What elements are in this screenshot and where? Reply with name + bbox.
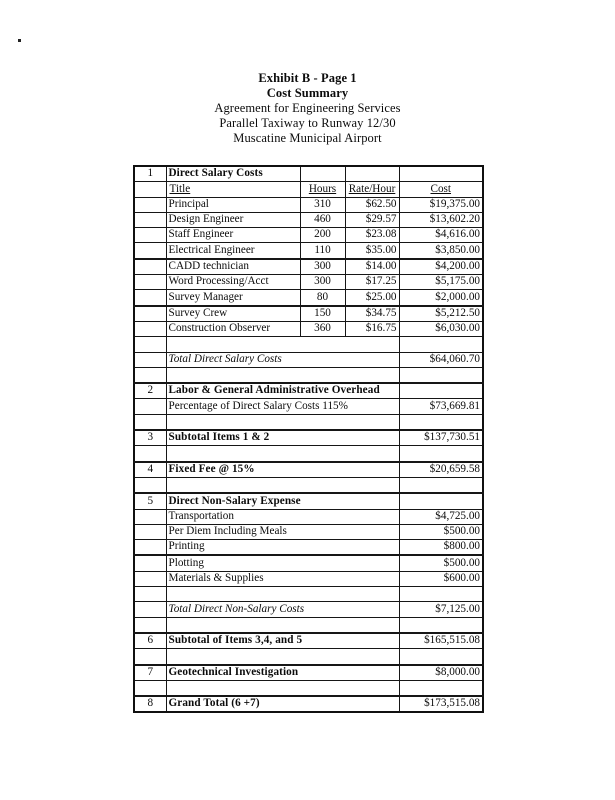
hours-text: 110 <box>314 243 331 256</box>
cost-cell <box>399 446 483 462</box>
cost-text: $6,030.00 <box>435 322 480 335</box>
rate-per-hour-cell <box>345 275 399 290</box>
item-number-cell <box>134 462 166 478</box>
cost-cell <box>399 477 483 493</box>
exhibit-title: Exhibit B - Page 1 <box>258 71 357 85</box>
hours-cell <box>300 306 345 322</box>
table-row <box>134 602 483 617</box>
hours-text: 310 <box>314 197 331 210</box>
description-text: Construction Observer <box>168 322 271 335</box>
rate-per-hour-text: $14.00 <box>365 260 397 273</box>
cost-cell <box>399 571 483 586</box>
scan-artifact-dot <box>18 39 21 42</box>
cost-summary-table <box>133 165 484 713</box>
item-number-cell <box>134 228 166 243</box>
description-cell <box>166 383 399 399</box>
item-number-text: 2 <box>147 384 154 397</box>
table-row <box>134 182 483 197</box>
item-number-cell <box>134 446 166 462</box>
hours-text: 150 <box>314 306 331 319</box>
item-number-text: 1 <box>147 167 154 180</box>
rate-per-hour-cell <box>345 197 399 212</box>
item-number-text: 7 <box>147 665 154 678</box>
description-text: Percentage of Direct Salary Costs 115% <box>168 399 348 412</box>
cost-cell <box>399 399 483 414</box>
cost-text: $19,375.00 <box>429 197 480 210</box>
description-cell <box>166 649 399 665</box>
cost-text: $5,175.00 <box>435 275 480 288</box>
item-number-text: 8 <box>147 697 154 710</box>
item-number-cell <box>134 696 166 712</box>
description-text: Principal <box>168 197 209 210</box>
item-number-cell <box>134 290 166 306</box>
item-number-text: 6 <box>147 634 154 647</box>
hours-cell <box>300 197 345 212</box>
hours-cell <box>300 259 345 275</box>
description-text: Printing <box>168 540 205 553</box>
description-cell <box>166 197 300 212</box>
rate-per-hour-cell <box>345 321 399 336</box>
table-row <box>134 197 483 212</box>
cost-text: $500.00 <box>443 525 480 538</box>
hours-text: 300 <box>314 275 331 288</box>
description-cell <box>166 337 399 352</box>
cost-text: $5,212.50 <box>435 306 480 319</box>
cost-text: $64,060.70 <box>429 352 480 365</box>
table-row <box>134 633 483 649</box>
item-number-cell <box>134 259 166 275</box>
table-row <box>134 696 483 712</box>
item-number-cell <box>134 680 166 696</box>
description-cell <box>166 462 399 478</box>
rate-per-hour-text: $34.75 <box>365 306 397 319</box>
description-cell <box>166 680 399 696</box>
item-number-cell <box>134 321 166 336</box>
item-number-text: 5 <box>147 494 154 507</box>
item-number-cell <box>134 430 166 446</box>
agreement-subtitle: Agreement for Engineering Services <box>214 100 401 115</box>
rate-per-hour-text: $35.00 <box>365 243 397 256</box>
rate-per-hour-cell <box>345 243 399 259</box>
description-cell <box>166 306 300 322</box>
cost-text: $600.00 <box>443 571 480 584</box>
cost-cell <box>399 696 483 712</box>
cost-cell <box>399 182 483 197</box>
item-number-cell <box>134 649 166 665</box>
rate-per-hour-text: $29.57 <box>365 213 397 226</box>
cost-cell <box>399 414 483 430</box>
cost-text: $800.00 <box>443 540 480 553</box>
description-text: Geotechnical Investigation <box>168 665 299 678</box>
table-row <box>134 166 483 182</box>
hours-cell <box>300 212 345 227</box>
description-cell <box>166 602 399 617</box>
table-row <box>134 228 483 243</box>
description-text: Electrical Engineer <box>168 243 255 256</box>
rate-per-hour-cell <box>345 166 399 182</box>
cost-cell <box>399 665 483 681</box>
cost-text: $500.00 <box>443 556 480 569</box>
cost-cell <box>399 275 483 290</box>
description-text: Fixed Fee @ 15% <box>168 462 255 475</box>
description-text: Total Direct Non-Salary Costs <box>168 602 305 615</box>
cost-cell <box>399 509 483 524</box>
item-number-cell <box>134 383 166 399</box>
table-row <box>134 352 483 367</box>
item-number-cell <box>134 337 166 352</box>
location-subtitle: Muscatine Municipal Airport <box>233 130 382 145</box>
description-cell <box>166 321 300 336</box>
description-cell <box>166 477 399 493</box>
description-cell <box>166 399 399 414</box>
cost-cell <box>399 680 483 696</box>
item-number-cell <box>134 166 166 182</box>
cost-text: $2,000.00 <box>435 290 480 303</box>
description-cell <box>166 414 399 430</box>
cost-cell <box>399 430 483 446</box>
item-number-cell <box>134 477 166 493</box>
description-text: Total Direct Salary Costs <box>168 352 282 365</box>
hours-text: 360 <box>314 322 331 335</box>
description-cell <box>166 555 399 571</box>
cost-cell <box>399 649 483 665</box>
table-row <box>134 446 483 462</box>
table-row <box>134 259 483 275</box>
cost-text: $4,200.00 <box>435 260 480 273</box>
table-row <box>134 367 483 383</box>
description-cell <box>166 275 300 290</box>
description-text: Subtotal Items 1 & 2 <box>168 431 270 444</box>
description-text: Plotting <box>168 556 204 569</box>
rate-per-hour-cell <box>345 212 399 227</box>
table-row <box>134 587 483 602</box>
cost-text: $4,725.00 <box>435 509 480 522</box>
description-cell <box>166 587 399 602</box>
item-number-cell <box>134 414 166 430</box>
item-number-cell <box>134 275 166 290</box>
cost-cell <box>399 493 483 509</box>
hours-text: 460 <box>314 213 331 226</box>
description-text: Survey Crew <box>168 306 228 319</box>
description-cell <box>166 509 399 524</box>
hours-cell <box>300 243 345 259</box>
description-text: Grand Total (6 +7) <box>168 697 260 710</box>
cost-cell <box>399 352 483 367</box>
description-text: Word Processing/Acct <box>168 275 269 288</box>
description-cell <box>166 430 399 446</box>
table-row <box>134 306 483 322</box>
item-number-cell <box>134 571 166 586</box>
table-row <box>134 524 483 539</box>
description-cell <box>166 367 399 383</box>
item-number-cell <box>134 633 166 649</box>
description-text: Materials & Supplies <box>168 571 264 584</box>
description-cell <box>166 446 399 462</box>
rate-per-hour-cell <box>345 290 399 306</box>
project-subtitle: Parallel Taxiway to Runway 12/30 <box>219 115 396 130</box>
table-row <box>134 493 483 509</box>
table-row <box>134 430 483 446</box>
cost-cell <box>399 306 483 322</box>
cost-cell <box>399 166 483 182</box>
description-cell <box>166 665 399 681</box>
table-row <box>134 414 483 430</box>
table-row <box>134 571 483 586</box>
table-row <box>134 540 483 556</box>
description-text: Survey Manager <box>168 290 243 303</box>
cost-text: Cost <box>430 182 452 195</box>
hours-text: 80 <box>316 290 329 303</box>
cost-cell <box>399 228 483 243</box>
cost-cell <box>399 633 483 649</box>
cost-text: $4,616.00 <box>435 228 480 241</box>
description-cell <box>166 212 300 227</box>
table-row <box>134 290 483 306</box>
table-row <box>134 383 483 399</box>
description-cell <box>166 524 399 539</box>
table-row <box>134 399 483 414</box>
item-number-cell <box>134 555 166 571</box>
table-row <box>134 477 483 493</box>
item-number-cell <box>134 665 166 681</box>
hours-cell <box>300 166 345 182</box>
item-number-text: 3 <box>147 431 154 444</box>
item-number-cell <box>134 367 166 383</box>
table-row <box>134 617 483 633</box>
table-row <box>134 243 483 259</box>
description-text: CADD technician <box>168 260 249 273</box>
cost-cell <box>399 383 483 399</box>
cost-cell <box>399 617 483 633</box>
rate-per-hour-text: $17.25 <box>365 275 397 288</box>
description-text: Title <box>169 182 191 195</box>
description-text: Per Diem Including Meals <box>168 525 287 538</box>
cost-text: $8,000.00 <box>435 665 480 678</box>
item-number-cell <box>134 617 166 633</box>
rate-per-hour-cell <box>345 259 399 275</box>
table-row <box>134 509 483 524</box>
cost-cell <box>399 587 483 602</box>
table-row <box>134 321 483 336</box>
cost-table-body <box>134 166 483 712</box>
cost-cell <box>399 540 483 556</box>
hours-cell <box>300 228 345 243</box>
description-cell <box>166 696 399 712</box>
table-row <box>134 462 483 478</box>
cost-cell <box>399 555 483 571</box>
table-row <box>134 649 483 665</box>
description-text: Transportation <box>168 509 234 522</box>
item-number-cell <box>134 243 166 259</box>
cost-cell <box>399 212 483 227</box>
item-number-cell <box>134 306 166 322</box>
rate-per-hour-text: $62.50 <box>365 197 397 210</box>
rate-per-hour-text: $25.00 <box>365 290 397 303</box>
description-cell <box>166 617 399 633</box>
hours-cell <box>300 321 345 336</box>
cost-cell <box>399 367 483 383</box>
item-number-cell <box>134 399 166 414</box>
hours-text: 300 <box>314 260 331 273</box>
cost-text: $20,659.58 <box>429 462 480 475</box>
table-row <box>134 555 483 571</box>
table-row <box>134 212 483 227</box>
cost-cell <box>399 259 483 275</box>
item-number-cell <box>134 352 166 367</box>
cost-cell <box>399 290 483 306</box>
cost-text: $137,730.51 <box>424 431 480 444</box>
description-text: Labor & General Administrative Overhead <box>168 384 380 397</box>
cost-summary-title: Cost Summary <box>266 85 349 100</box>
item-number-cell <box>134 212 166 227</box>
cost-text: $3,850.00 <box>435 243 480 256</box>
description-cell <box>166 633 399 649</box>
item-number-cell <box>134 509 166 524</box>
item-number-cell <box>134 524 166 539</box>
description-cell <box>166 540 399 556</box>
cost-cell <box>399 524 483 539</box>
table-row <box>134 337 483 352</box>
description-text: Direct Non-Salary Expense <box>168 494 301 507</box>
cost-cell <box>399 462 483 478</box>
description-cell <box>166 166 300 182</box>
item-number-cell <box>134 182 166 197</box>
description-cell <box>166 259 300 275</box>
item-number-cell <box>134 197 166 212</box>
item-number-cell <box>134 540 166 556</box>
rate-per-hour-text: $23.08 <box>365 228 397 241</box>
hours-cell <box>300 275 345 290</box>
description-text: Subtotal of Items 3,4, and 5 <box>168 634 303 647</box>
hours-text: Hours <box>308 182 337 195</box>
item-number-cell <box>134 493 166 509</box>
table-row <box>134 275 483 290</box>
description-cell <box>166 493 399 509</box>
rate-per-hour-cell <box>345 306 399 322</box>
description-cell <box>166 228 300 243</box>
description-cell <box>166 571 399 586</box>
cost-cell <box>399 602 483 617</box>
rate-per-hour-text: Rate/Hour <box>348 182 396 195</box>
cost-cell <box>399 197 483 212</box>
table-row <box>134 665 483 681</box>
cost-cell <box>399 337 483 352</box>
description-text: Staff Engineer <box>168 228 234 241</box>
rate-per-hour-text: $16.75 <box>365 322 397 335</box>
description-text: Direct Salary Costs <box>168 167 263 180</box>
item-number-text: 4 <box>147 462 154 475</box>
hours-cell <box>300 182 345 197</box>
cost-text: $165,515.08 <box>424 634 480 647</box>
cost-text: $7,125.00 <box>435 602 480 615</box>
description-cell <box>166 290 300 306</box>
cost-text: $13,602.20 <box>429 213 480 226</box>
hours-text: 200 <box>314 228 331 241</box>
cost-text: $73,669.81 <box>429 399 480 412</box>
cost-cell <box>399 243 483 259</box>
item-number-cell <box>134 587 166 602</box>
description-cell <box>166 352 399 367</box>
hours-cell <box>300 290 345 306</box>
description-text: Design Engineer <box>168 213 244 226</box>
rate-per-hour-cell <box>345 228 399 243</box>
item-number-cell <box>134 602 166 617</box>
description-cell <box>166 182 300 197</box>
cost-text: $173,515.08 <box>424 697 480 710</box>
rate-per-hour-cell <box>345 182 399 197</box>
table-row <box>134 680 483 696</box>
document-header <box>0 71 615 146</box>
cost-cell <box>399 321 483 336</box>
description-cell <box>166 243 300 259</box>
